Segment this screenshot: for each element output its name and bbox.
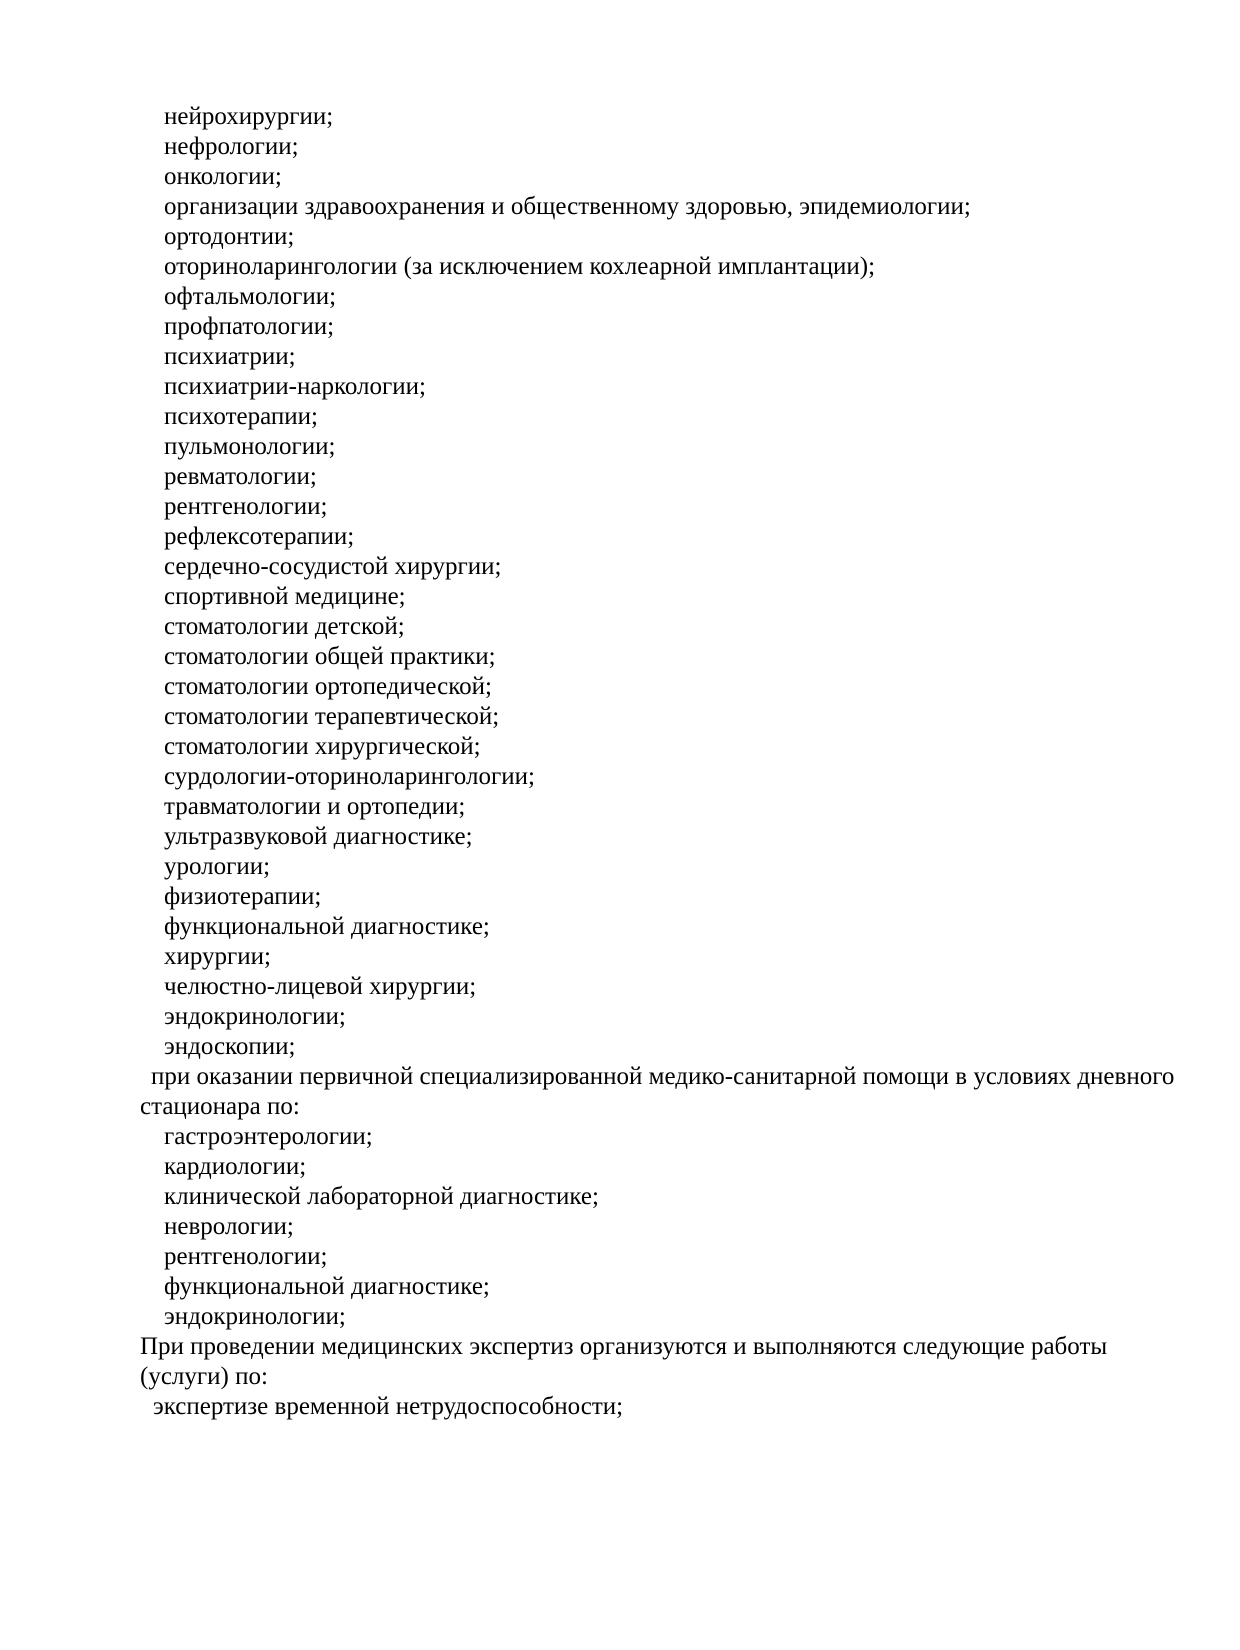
list-item: нефрологии; <box>164 133 299 160</box>
list-item: оториноларингологии (за исключением кохлеарной имплантации); <box>164 253 876 280</box>
list-item: рефлексотерапии; <box>164 523 355 550</box>
list-item: ортодонтии; <box>164 223 295 250</box>
list-item: стоматологии терапевтической; <box>164 703 500 730</box>
list-item: неврологии; <box>164 1213 294 1240</box>
list-item: психотерапии; <box>164 403 318 430</box>
list-item: пульмонологии; <box>164 433 336 460</box>
list-item: рентгенологии; <box>164 1243 328 1270</box>
list-item: кардиологии; <box>164 1153 307 1180</box>
list-item: сердечно-сосудистой хирургии; <box>164 553 502 580</box>
list-item: ультразвуковой диагностике; <box>164 823 473 850</box>
list-item: эндокринологии; <box>164 1003 346 1030</box>
list-item: травматологии и ортопедии; <box>164 793 466 820</box>
list-item: профпатологии; <box>164 313 335 340</box>
list-item: онкологии; <box>164 163 282 190</box>
list-item: физиотерапии; <box>164 883 322 910</box>
paragraph-line: При проведении медицинских экспертиз организуются и выполняются следующие работы <box>140 1333 1108 1360</box>
list-item: стоматологии детской; <box>164 613 405 640</box>
list-item: функциональной диагностике; <box>164 1273 490 1300</box>
list-item: психиатрии; <box>164 343 296 370</box>
list-item: ревматологии; <box>164 463 317 490</box>
list-item: сурдологии-оториноларингологии; <box>164 763 535 790</box>
list-item: психиатрии-наркологии; <box>164 373 426 400</box>
list-item: урологии; <box>164 853 271 880</box>
list-item: спортивной медицине; <box>164 583 406 610</box>
list-item: челюстно-лицевой хирургии; <box>164 973 477 1000</box>
list-item: рентгенологии; <box>164 493 328 520</box>
document-text-block <box>0 102 1240 1422</box>
paragraph-line: стационара по: <box>140 1093 300 1120</box>
list-item: клинической лабораторной диагностике; <box>164 1183 599 1210</box>
list-item: эндоскопии; <box>164 1033 296 1060</box>
paragraph-line: (услуги) по: <box>140 1363 268 1390</box>
list-item: гастроэнтерологии; <box>164 1123 373 1150</box>
paragraph-line: при оказании первичной специализированной медико-санитарной помощи в условиях дневного <box>151 1063 1175 1090</box>
paragraph-line: экспертизе временной нетрудоспособности; <box>153 1393 624 1420</box>
list-item: офтальмологии; <box>164 283 337 310</box>
list-item: стоматологии ортопедической; <box>164 673 492 700</box>
list-item: функциональной диагностике; <box>164 913 490 940</box>
list-item: организации здравоохранения и общественному здоровью, эпидемиологии; <box>164 193 971 220</box>
list-item: хирургии; <box>164 943 272 970</box>
list-item: стоматологии общей практики; <box>164 643 496 670</box>
list-item: стоматологии хирургической; <box>164 733 481 760</box>
list-item: нейрохирургии; <box>164 103 334 130</box>
list-item: эндокринологии; <box>164 1303 346 1330</box>
